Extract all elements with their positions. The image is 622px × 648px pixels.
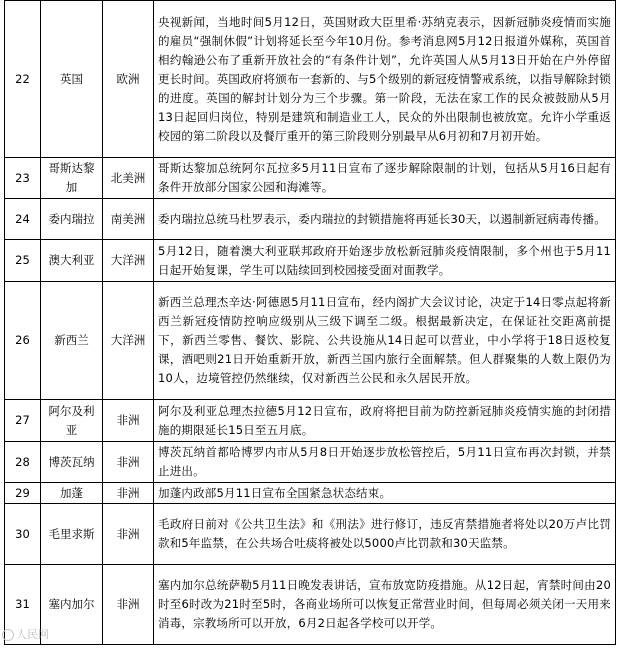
row-number: 25 — [5, 240, 41, 282]
measure-description: 加蓬内政部5月11日宣布全国紧急状态结束。 — [154, 483, 616, 504]
continent-name: 大洋洲 — [103, 240, 154, 282]
measure-description: 委内瑞拉总统马杜罗表示，委内瑞拉的封锁措施将再延长30天，以遏制新冠病毒传播。 — [154, 199, 616, 240]
country-name: 加蓬 — [41, 483, 103, 504]
measure-description: 毛政府日前对《公共卫生法》和《刑法》进行修订，违反宵禁措施者将处以20万卢比罚款和5年监禁，在公共场合吐痰将被处以5000卢比罚款和30天监禁。 — [154, 504, 616, 565]
continent-name: 非洲 — [103, 400, 154, 442]
table-row — [5, 199, 616, 240]
watermark-logo-icon — [2, 629, 14, 641]
row-number: 27 — [5, 400, 41, 442]
table-row — [5, 442, 616, 483]
country-name: 博茨瓦纳 — [41, 442, 103, 483]
continent-name: 欧洲 — [103, 1, 154, 158]
country-name: 阿尔及利亚 — [41, 400, 103, 442]
table-row — [5, 400, 616, 442]
continent-name: 北美洲 — [103, 158, 154, 199]
continent-name: 大洋洲 — [103, 282, 154, 400]
table-row — [5, 1, 616, 158]
table-row — [5, 240, 616, 282]
watermark-text: 人民网 — [16, 628, 49, 641]
table-row — [5, 158, 616, 199]
country-name: 哥斯达黎加 — [41, 158, 103, 199]
row-number: 26 — [5, 282, 41, 400]
country-name: 英国 — [41, 1, 103, 158]
continent-name: 非洲 — [103, 504, 154, 565]
table-row — [5, 483, 616, 504]
country-name: 委内瑞拉 — [41, 199, 103, 240]
continent-name: 非洲 — [103, 483, 154, 504]
row-number: 30 — [5, 504, 41, 565]
measure-description: 哥斯达黎加总统阿尔瓦拉多5月11日宣布了逐步解除限制的计划，包括从5月16日起有条件开放部分国家公园和海滩等。 — [154, 158, 616, 199]
measure-description: 新西兰总理杰辛达·阿德恩5月11日宣布，经内阁扩大会议讨论，决定于14日零点起将新西兰新冠疫情防控响应级别从三级下调至二级。根据最新决定，在保证社交距离前提下，新西兰零售、餐饮、影院、公共设施从14日起可以营业，中小学将于18日返校复课，酒吧则21日开始重新开放，新西兰国内旅行全面解禁。但人群聚集的人数上限仍为10人，边境管控仍然继续，仅对新西兰公民和永久居民开放。 — [154, 282, 616, 400]
row-number: 28 — [5, 442, 41, 483]
continent-name: 非洲 — [103, 565, 154, 645]
measure-description: 5月12日，随着澳大利亚联邦政府开始逐步放松新冠肺炎疫情限制，多个州也于5月11日起开始复课，学生可以陆续回到校园接受面对面教学。 — [154, 240, 616, 282]
data-table — [4, 0, 616, 645]
country-name: 新西兰 — [41, 282, 103, 400]
country-name: 毛里求斯 — [41, 504, 103, 565]
measure-description: 阿尔及利亚总理杰拉德5月12日宣布，政府将把目前为防控新冠肺炎疫情实施的封闭措施的期限延长15日至五月底。 — [154, 400, 616, 442]
country-name: 澳大利亚 — [41, 240, 103, 282]
table-row — [5, 504, 616, 565]
table-row — [5, 282, 616, 400]
row-number: 23 — [5, 158, 41, 199]
table-row — [5, 565, 616, 645]
row-number: 24 — [5, 199, 41, 240]
country-name: 塞内加尔 — [41, 565, 103, 645]
row-number: 22 — [5, 1, 41, 158]
row-number: 29 — [5, 483, 41, 504]
measure-description: 博茨瓦纳首都哈博罗内市从5月8日开始逐步放松管控后，5月11日宣布再次封锁，并禁止进出。 — [154, 442, 616, 483]
continent-name: 非洲 — [103, 442, 154, 483]
row-number: 31 — [5, 565, 41, 645]
watermark — [2, 626, 49, 642]
measure-description: 塞内加尔总统萨勒5月11日晚发表讲话，宣布放宽防疫措施。从12日起，宵禁时间由20时至6时改为21时至5时，各商业场所可以恢复正常营业时间，但每周必须关闭一天用来消毒，宗教场所可以开放，6月2日起各学校可以开学。 — [154, 565, 616, 645]
measure-description: 央视新闻，当地时间5月12日，英国财政大臣里希·苏纳克表示，因新冠肺炎疫情而实施的雇员“强制休假”计划将延长至今年10月份。参考消息网5月12日报道外媒称，英国首相约翰逊公布了重新开放社会的“有条件计划”，允许英国人从5月13日开始在户外停留更长时间。英国政府将颁布一套新的、与5个级别的新冠疫情警戒系统，以指导解除封锁的进度。英国的解封计划分为三个步骤。第一阶段，无法在家工作的民众被鼓励从5月13日起回归岗位，特别是建筑和制造业工人，民众的外出限制也被放宽。允许小学重返校园的第二阶段以及餐厅重开的第三阶段则分别最早从6月初和7月初开始。 — [154, 1, 616, 158]
continent-name: 南美洲 — [103, 199, 154, 240]
